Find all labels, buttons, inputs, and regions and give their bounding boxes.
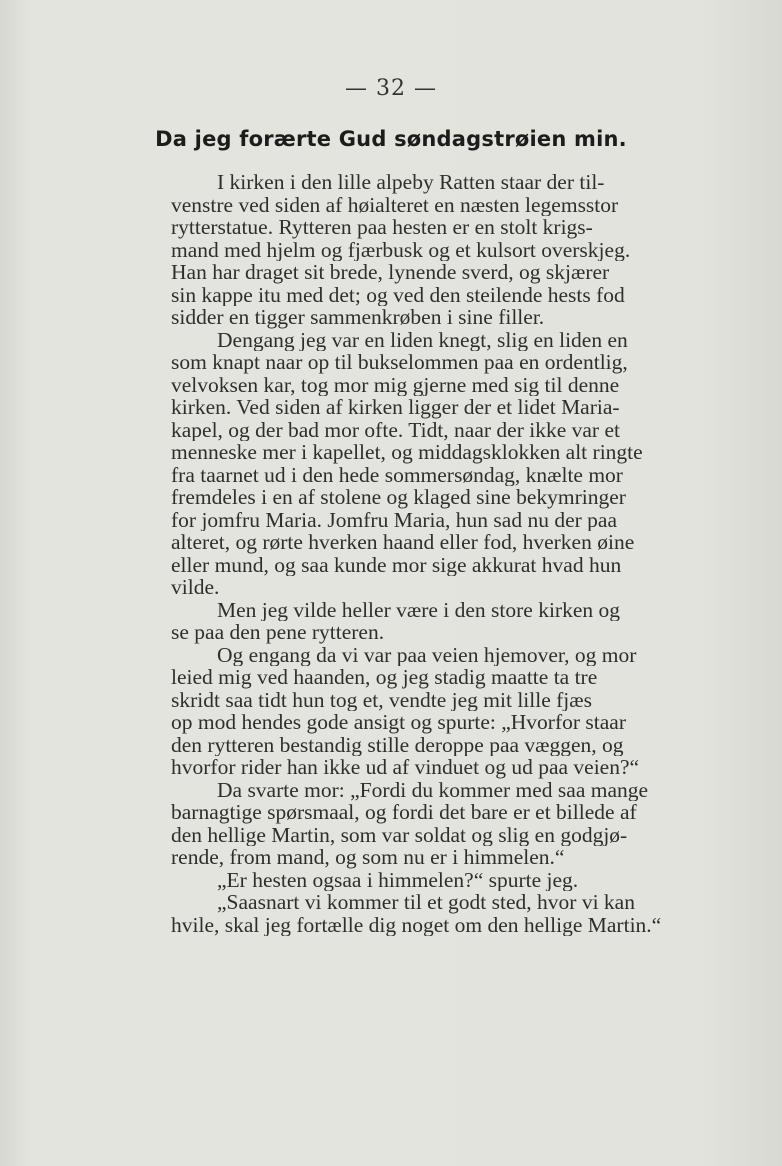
text-line: „Er hesten ogsaa i himmelen?“ spurte jeg. [217, 868, 579, 891]
text-line: barnagtige spørsmaal, og fordi det bare er et billede af [171, 801, 637, 824]
text-line: kirken. Ved siden af kirken ligger der et lidet Maria- [171, 396, 620, 419]
chapter-title: Da jeg forærte Gud søndagstrøien min. [155, 127, 627, 151]
text-line: vilde. [171, 576, 220, 599]
text-line: den rytteren bestandig stille deroppe paa væggen, og [171, 733, 624, 756]
text-line: som knapt naar op til bukselommen paa en ordentlig, [171, 351, 628, 374]
text-line: se paa den pene rytteren. [171, 621, 385, 644]
text-line: rytterstatue. Rytteren paa hesten er en stolt krigs- [171, 216, 593, 239]
text-line: op mod hendes gode ansigt og spurte: „Hvorfor staar [171, 711, 626, 734]
text-line: Men jeg vilde heller være i den store kirken og [217, 598, 621, 621]
text-line: velvoksen kar, tog mor mig gjerne med sig til denne [171, 373, 620, 396]
text-line: I kirken i den lille alpeby Ratten staar der til- [217, 171, 605, 194]
body-text [171, 171, 781, 936]
text-line: fremdeles i en af stolene og klaged sine bekymringer [171, 486, 626, 509]
text-line: sin kappe itu med det; og ved den steilende hests fod [171, 283, 625, 306]
text-line: fra taarnet ud i den hede sommersøndag, knælte mor [171, 463, 623, 486]
text-line: hvorfor rider han ikke ud af vinduet og ud paa veien?“ [171, 756, 640, 779]
text-line: for jomfru Maria. Jomfru Maria, hun sad nu der paa [171, 508, 617, 531]
text-line: venstre ved siden af høialteret en næsten legemsstor [171, 193, 619, 216]
text-line: kapel, og der bad mor ofte. Tidt, naar der ikke var et [171, 418, 620, 441]
page-number: — 32 — [345, 76, 437, 101]
text-line: menneske mer i kapellet, og middagsklokken alt ringte [171, 441, 643, 464]
text-line: rende, from mand, og som nu er i himmelen.“ [171, 846, 565, 869]
text-line: eller mund, og saa kunde mor sige akkurat hvad hun [171, 553, 622, 576]
text-line: skridt saa tidt hun tog et, vendte jeg mit lille fjæs [171, 688, 592, 711]
text-line: „Saasnart vi kommer til et godt sted, hvor vi kan [217, 891, 635, 914]
text-line: Da svarte mor: „Fordi du kommer med saa mange [217, 778, 649, 801]
text-line: alteret, og rørte hverken haand eller fod, hverken øine [171, 531, 635, 554]
text-line: Dengang jeg var en liden knegt, slig en liden en [217, 328, 628, 351]
text-line: hvile, skal jeg fortælle dig noget om den hellige Martin.“ [171, 913, 662, 936]
text-line: Han har draget sit brede, lynende sverd, og skjærer [171, 261, 610, 284]
text-line: leied mig ved haanden, og jeg stadig maatte ta tre [171, 666, 598, 689]
text-line: mand med hjelm og fjærbusk og et kulsort overskjeg. [171, 238, 631, 261]
text-line: sidder en tigger sammenkrøben i sine filler. [171, 306, 545, 329]
text-line: den hellige Martin, som var soldat og slig en godgjø- [171, 823, 628, 846]
text-line: Og engang da vi var paa veien hjemover, og mor [217, 643, 637, 666]
